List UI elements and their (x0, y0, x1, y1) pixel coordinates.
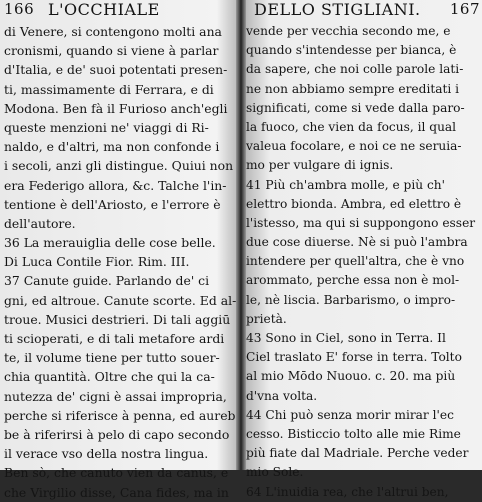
text-line: d'Italia, e de' suoi potentati presen- (4, 62, 228, 78)
text-line: chia quantità. Oltre che qui la ca- (4, 369, 215, 385)
text-line: il verace vso della nostra lingua. (4, 446, 209, 462)
left-page-number: 166 (4, 0, 35, 18)
text-line: 64 L'inuidia rea, che l'altrui ben, (246, 484, 449, 499)
text-line: era Federigo allora, &c. Talche l'in- (4, 177, 227, 193)
left-page-text (4, 22, 236, 502)
text-line: be à riferirsi à pelo di capo secondo (4, 426, 230, 442)
text-line: 44 Chi può senza morir mirar l'ec (246, 407, 454, 422)
text-line: al mio Mōdo Nuouo. c. 20. ma più (246, 369, 456, 384)
text-line: di Venere, si contengono molti ana (4, 24, 222, 39)
text-line: che Virgilio disse, Cana fides, ma in (4, 484, 229, 500)
text-line: cesso. Bisticcio tolto alle mie Rime (246, 426, 461, 441)
text-line: ne non abbiamo sempre ereditati i (246, 81, 460, 96)
text-line: due cose diuerse. Nè si può l'ambra (246, 235, 468, 250)
text-line: da sapere, che noi colle parole lati- (246, 62, 464, 77)
text-line: te, il volume tiene per tutto souer- (4, 350, 220, 366)
text-line: prietà. (246, 311, 287, 326)
text-line: Ciel traslato E' forse in terra. Tolto (246, 350, 462, 365)
text-line: i secoli, anzi gli distingue. Quiui non (4, 158, 234, 174)
text-line: 43 Sono in Ciel, sono in Terra. Il (246, 331, 446, 345)
right-page-header (246, 0, 482, 22)
text-line: queste menzioni ne' viaggi di Ri- (4, 119, 209, 135)
text-line: valeua focolare, e noi ce ne seruia- (246, 139, 462, 154)
text-line: mo per vulgare di ignis. (246, 158, 394, 173)
right-page-number: 167 (449, 0, 480, 18)
left-running-head: L'OCCHIALE (48, 0, 160, 19)
text-line: tentione è dell'Ariosto, e l'errore è (4, 196, 221, 212)
text-line: la fuoco, che vien da focus, il qual (246, 119, 457, 134)
text-line: naldo, e d'altri, ma non confonde i (4, 139, 220, 155)
text-line: mio Sole. (246, 465, 304, 480)
right-page (246, 0, 482, 499)
text-line: quando s'intendesse per bianca, è (246, 43, 457, 58)
right-page-text (246, 22, 482, 502)
left-page-header (4, 0, 236, 22)
text-line: vende per vecchia secondo me, e (246, 24, 451, 38)
text-line: 37 Canute guide. Parlando de' ci (4, 273, 210, 289)
text-line: ti, massimamente di Ferrara, e di (4, 81, 214, 97)
text-line: ti scioperati, e di tali metafore ardi (4, 331, 225, 346)
text-line: Di Luca Contile Fior. Rim. III. (4, 254, 190, 270)
text-line: le, nè liscia. Barbarismo, o impro- (246, 292, 456, 307)
text-line: significati, come si vede dalla paro- (246, 100, 465, 115)
text-line: d'vna volta. (246, 388, 318, 403)
book-gutter (236, 0, 246, 470)
left-page (4, 0, 237, 500)
text-line: più fiate dal Madriale. Perche veder (246, 446, 469, 461)
text-line: cronismi, quando si viene à parlar (4, 43, 219, 59)
text-line: nutezza de' cigni è assai impropria, (4, 388, 227, 404)
text-line: elettro bionda. Ambra, ed elettro è (246, 196, 462, 211)
text-line: dell'autore. (4, 215, 76, 231)
text-line: l'istesso, ma qui si suppongono esser (246, 215, 476, 230)
text-line: gni, ed altroue. Canute scorte. Ed al- (4, 292, 237, 308)
text-line: arommato, perche essa non è mol- (246, 273, 460, 288)
text-line: 36 La merauiglia delle cose belle. (4, 235, 216, 251)
text-line: Modona. Ben fà il Furioso anch'egli (4, 100, 228, 116)
text-line: Ben sò, che canuto vien da canus, e (4, 465, 229, 481)
text-line: perche si riferisce à penna, ed aureb (4, 407, 236, 423)
text-line: 41 Più ch'ambra molle, e più ch' (246, 177, 446, 192)
right-running-head: DELLO STIGLIANI. (254, 0, 421, 19)
text-line: intendere per quell'altra, che è vno (246, 254, 465, 269)
text-line: troue. Musici destrieri. Di tali aggiū (4, 311, 231, 327)
